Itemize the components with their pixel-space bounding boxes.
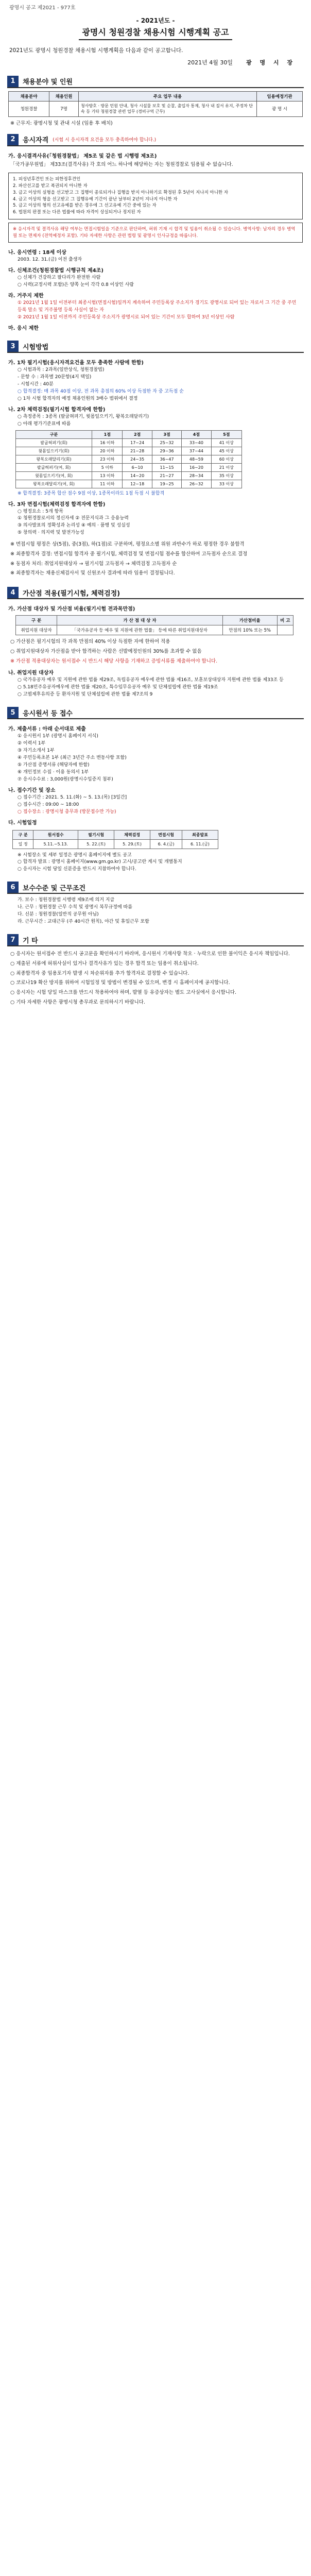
table-header: 임용예정기관	[257, 91, 303, 101]
table-cell: 윗몸일으키기(회)	[16, 447, 92, 455]
table-cell: 5. 29.(토)	[114, 839, 150, 849]
section-number: 5	[7, 707, 19, 718]
list-item: 가. 보수 : 청원경찰법 시행령 제9조에 의거 지급	[18, 897, 115, 903]
table-cell: 21 이상	[211, 463, 241, 471]
table-cell: 청원경찰	[9, 101, 49, 116]
bonus-table	[15, 615, 293, 635]
list-item: ○ 응시자는 원서접수 전 반드시 공고문을 확인하시기 바라며, 응시원서 기재사항 착오 · 누락으로 인한 불이익은 응시자 책임입니다.	[10, 951, 290, 957]
intro-text: 2021년도 광명시 청원경찰 채용시험 시행계획을 다음과 같이 공고합니다.	[9, 47, 183, 54]
table-cell: 12~18	[123, 480, 152, 488]
list-item: 2. 파산선고를 받고 복권되지 아니한 자	[13, 183, 88, 189]
list-item: ○ 아래 평가기준표에 따름	[18, 421, 71, 427]
notice-date: 2021년 4월 30일	[187, 59, 233, 66]
table-cell: 16 이하	[92, 438, 123, 447]
list-item: ⑥ 개인정보 수집 · 이용 동의서 1부	[18, 769, 89, 775]
list-item: ○ 합격결정: 매 과목 40점 이상, 전 과목 총점의 60% 이상 득점한 자 중 고득점 순	[18, 388, 184, 394]
table-note: ※ 시험장소 및 세부 일정은 광명시 홈페이지에 별도 공고	[18, 852, 132, 858]
table-header: 가 산 점 대 상 자	[57, 616, 223, 625]
table-row	[16, 480, 242, 488]
table-header: 1점	[92, 430, 123, 438]
subheading: 가. 1차 필기시험(응시자격요건을 모두 충족한 사람에 한함)	[8, 360, 144, 366]
list-item: ○ 측정종목 : 3종목 (팔굽혀펴기, 윗몸일으키기, 왕복오래달리기)	[18, 414, 149, 419]
table-cell: 5 이하	[92, 463, 123, 471]
table-row	[16, 463, 242, 471]
subheading: 나. 응시연령 : 18세 이상	[8, 250, 66, 256]
table-cell: 팔굽혀펴기(여, 회)	[16, 463, 92, 471]
list-item: 4. 금고 이상의 형을 선고받고 그 집행유예 기간이 끝난 날부터 2년이 지나지 아니한 자	[13, 196, 178, 202]
section-number: 7	[7, 934, 19, 945]
subheading: 나. 접수기간 및 장소	[8, 787, 56, 793]
section-number: 4	[7, 587, 19, 598]
note: ※ 동점자 처리: 취업지원대상자 → 필기시험 고득점자 → 체력검정 고득점자 순	[10, 561, 177, 567]
page-title: 광명시 청원경찰 채용시험 시행계획 공고	[79, 26, 232, 40]
section-3-heading	[7, 341, 304, 353]
table-row	[9, 101, 303, 116]
subheading: 가. 응시결격사유(「청원경찰법」 제5조 및 같은 법 시행령 제3조)	[8, 153, 157, 159]
list-item: ② 이력서 1부	[18, 741, 46, 747]
table-header: 필기시험	[78, 830, 114, 839]
list-item: ○ 접수시간 : 09:00 ~ 18:00	[18, 802, 79, 807]
table-cell: 48~59	[182, 455, 211, 463]
section-5-heading	[7, 707, 304, 719]
note: ※ 면접시험 평정은 상(5점), 중(3점), 하(1점)로 구분하며, 평정요소별 위원 과반수가 하로 평정한 경우 불합격	[10, 541, 245, 548]
list-item: ⑦ 응시수수료 : 3,000원(광명시수입증지 첨부)	[18, 776, 113, 782]
table-header: 구 분	[13, 830, 33, 839]
table-cell: 36~47	[152, 455, 181, 463]
table-cell: 광 명 시	[257, 101, 303, 116]
recruitment-table	[8, 91, 303, 117]
table-cell: 6. 4.(금)	[150, 839, 182, 849]
table-cell: 윗몸일으키기(여, 회)	[16, 471, 92, 480]
table-header: 가산점비율	[222, 616, 277, 625]
table-header: 4점	[182, 430, 211, 438]
subheading: 가. 제출서류 : 아래 순서대로 제출	[8, 726, 86, 733]
list-item: ○ 코로나19 확산 방지를 위하여 시험일정 및 방법이 변경될 수 있으며, 변경 시 홈페이지에 공지합니다.	[10, 980, 230, 986]
table-row	[16, 447, 242, 455]
list-item: ○ 1차 시험 합격자의 예정 채용인원의 3배수 범위에서 결정	[18, 396, 138, 401]
list-item: ① 청원경찰로서의 정신자세 ② 전문지식과 그 응용능력	[18, 516, 129, 521]
subheading: 나. 2차 체력검정(필기시험 합격자에 한함)	[8, 406, 106, 413]
section-2-heading	[7, 134, 304, 146]
section-title: 시험방법	[23, 343, 49, 351]
date-row	[0, 56, 311, 71]
table-cell: 취업지원 대상자	[16, 625, 57, 635]
table-header: 최종발표	[182, 830, 218, 839]
list-item: 다. 신분 : 청원경찰(일반직 공무원 아님)	[18, 912, 99, 918]
table-cell: 26~32	[182, 480, 211, 488]
table-header: 3점	[152, 430, 181, 438]
table-header: 구 분	[16, 616, 57, 625]
note: ※ 최종합격자 결정: 면접시험 합격자 중 필기시험, 체력검정 및 면접시험 점수를 합산하여 고득점자 순으로 결정	[10, 551, 248, 557]
list-item: - 시험시간 : 40분	[18, 381, 54, 387]
list-item: 6. 법원의 판결 또는 다른 법률에 따라 자격이 상실되거나 정지된 자	[13, 210, 141, 215]
title-year: - 2021년도 -	[136, 17, 175, 24]
list-item: ○ 최종합격자 중 임용포기자 발생 시 차순위자를 추가 합격자로 결정할 수 있습니다.	[10, 970, 189, 976]
table-cell: 13 이하	[92, 471, 123, 480]
table-header-row	[16, 430, 242, 438]
section-6-heading	[7, 882, 304, 894]
section-title: 가산점 적용(필기시험, 체력검정)	[23, 589, 120, 598]
table-cell: 5. 22.(토)	[78, 839, 114, 849]
table-cell: 29~36	[152, 447, 181, 455]
list-item: ○ 응시자는 시험 당일 마스크를 반드시 착용하여야 하며, 발열 등 유증상자는 별도 고사실에서 응시합니다.	[10, 989, 237, 995]
table-cell: 23 이하	[92, 455, 123, 463]
list-item: ③ 자기소개서 1부	[18, 748, 55, 754]
table-cell: 6~10	[123, 463, 152, 471]
note: ○ 가산점은 필기시험의 각 과목 만점의 40% 이상 득점한 자에 한하여 적용	[10, 639, 170, 645]
table-cell: 24~35	[123, 455, 152, 463]
list-item: ○ 5.18민주유공자예우에 관한 법률 제20조, 특수임무유공자 예우 및 단체설립에 관한 법률 제19조	[18, 685, 218, 690]
table-cell: 41 이상	[211, 438, 241, 447]
table-cell: 14~20	[123, 471, 152, 480]
list-item: ○ 기타 자세한 사항은 광명시청 총무과로 문의하시기 바랍니다.	[10, 999, 145, 1005]
table-header: 5점	[211, 430, 241, 438]
table-cell: 7명	[49, 101, 79, 116]
table-cell: 만점의 10% 또는 5%	[222, 625, 277, 635]
issuer: 광 명 시 장	[246, 59, 296, 66]
list-item: ○ 평정요소 : 5개 항목	[18, 509, 63, 514]
table-cell: 25~32	[152, 438, 181, 447]
list-item: 라. 근무시간 : 교대근무 (주 40시간 원칙), 야간 및 휴일근무 포함	[18, 919, 149, 925]
list-item: ② 2021년 1월 1일 이전까지 주민등록상 주소지가 광명시로 되어 있는 기간이 모두 합하여 3년 이상인 사람	[18, 315, 235, 320]
table-cell: 16~20	[182, 463, 211, 471]
schedule-table	[12, 830, 218, 849]
disqualification-box	[8, 173, 303, 219]
table-header: 구분	[16, 430, 92, 438]
table-cell: 33~40	[182, 438, 211, 447]
subheading: 라. 거주지 제한	[8, 293, 44, 299]
list-item: - 문항 수 : 과목별 20문항(4지 택일)	[18, 374, 92, 380]
table-cell: 45 이상	[211, 447, 241, 455]
table-cell: 60 이상	[211, 455, 241, 463]
fitness-table	[15, 430, 242, 488]
table-cell: 「국가유공자 등 예우 및 지원에 관한 법률」 등에 따른 취업지원대상자	[57, 625, 223, 635]
list-item: ○ 시험과목 : 2과목(일반상식, 청원경찰법)	[18, 367, 105, 373]
list-item: 1. 피성년후견인 또는 피한정후견인	[13, 177, 81, 182]
subheading: 가. 가산점 대상자 및 가산점 비율(필기시험 전과목만점)	[8, 606, 135, 613]
table-row	[16, 438, 242, 447]
table-header: 면접시험	[150, 830, 182, 839]
list-item: ○ 고엽제후유의증 등 환자지원 및 단체설립에 관한 법률 제7조의 9	[18, 692, 153, 698]
section-number: 3	[7, 341, 19, 352]
subheading: 다. 시험일정	[8, 820, 37, 826]
table-row	[16, 455, 242, 463]
table-cell: 37~44	[182, 447, 211, 455]
list-item: ③ 의사발표의 정확성과 논리성 ④ 예의 · 품행 및 성실성	[18, 523, 130, 529]
list-item: ① 응시원서 1부 (광명시 홈페이지 서식)	[18, 734, 98, 739]
table-cell: 왕복오래달리기(여, 회)	[16, 480, 92, 488]
table-cell: 33 이상	[211, 480, 241, 488]
section-7-heading	[7, 934, 304, 946]
list-item: ○ 시력(교정시력 포함)은 양쪽 눈이 각각 0.8 이상인 사람	[18, 282, 134, 288]
list-item: ○ 제출된 서류에 허위사실이 있거나 결격사유가 있는 경우 합격 또는 임용이 취소됩니다.	[10, 960, 199, 967]
table-cell: 17~24	[123, 438, 152, 447]
note: ※ 최종합격자는 채용신체검사서 및 신원조사 결과에 따라 임용이 결정됩니다.	[10, 570, 175, 577]
list-item: ○ 접수기간 : 2021. 5. 11.(화) ~ 5. 13.(목) [3일간]	[18, 794, 127, 800]
list-item: ○ 신체가 건강하고 팔다리가 완전한 사람	[18, 275, 101, 281]
table-row	[16, 625, 293, 635]
table-cell: 20 이하	[92, 447, 123, 455]
subheading: 다. 3차 면접시험(체력검정 합격자에 한함)	[8, 501, 106, 507]
notice-box: ※ 응시자격 및 결격사유 해당 여부는 면접시험일을 기준으로 판단하며, 허위 기재 시 합격 및 임용이 취소될 수 있습니다. 병역사항: 남자의 경우 병역필 또는 면제자 (전역예정자 포함). 기타 자세한 사항은 관련 법령 및 광명시 인사규정을 따릅니다.	[8, 223, 303, 243]
notice-number: 광명시 공고 제2021 - 977호	[9, 5, 76, 11]
table-cell: 5.11.~5.13.	[33, 839, 78, 849]
table-cell: 11 이하	[92, 480, 123, 488]
list-item: ○ 응시자는 시험 당일 신분증을 반드시 지참하여야 합니다.	[18, 867, 136, 872]
paragraph: 「국가공무원법」 제33조(결격사유) 각 호의 어느 하나에 해당하는 자는 청원경찰로 임용될 수 없습니다.	[10, 161, 233, 167]
list-item: ○ 접수장소 : 광명시청 총무과 (방문접수만 가능)	[18, 809, 116, 815]
section-title: 보수수준 및 근무조건	[23, 884, 86, 892]
section-number: 1	[7, 76, 19, 87]
title-block	[0, 16, 311, 40]
table-header: 체력검정	[114, 830, 150, 839]
section-4-heading	[7, 587, 304, 599]
table-cell: 청사방호 · 방문 민원 안내, 청사 시설물 보호 및 순찰, 출입자 통제, 청사 내 질서 유지, 주정차 단속 등 기타 청원경찰 관련 업무 (경비구역 근무)	[79, 101, 257, 116]
section-title: 응시자격	[23, 137, 49, 145]
list-item: ① 2021년 1월 1일 이전부터 최종시험(면접시험)일까지 계속하여 주민등록상 주소지가 경기도 광명시로 되어 있는 자로서 그 기간 중 주민등록 말소 및 거주불명 등록 사실이 없는 자	[18, 300, 297, 313]
list-item: ⑤ 가산점 증명서류 (해당자에 한함)	[18, 762, 90, 768]
list-item: ⑤ 창의력 · 의지력 및 발전가능성	[18, 530, 84, 536]
table-note: ※ 합격결정: 3종목 합산 점수 9점 이상, 1종목이라도 1점 득점 시 불합격	[18, 490, 165, 496]
table-cell: 11~15	[152, 463, 181, 471]
list-item: ○ 국가유공자 예우 및 지원에 관한 법률 제29조, 독립유공자 예우에 관한 법률 제16조, 보훈보상대상자 지원에 관한 법률 제33조 등	[18, 677, 284, 683]
list-item: 나. 근무 : 청원경찰 근무 수칙 및 광명시 복무규정에 따름	[18, 905, 132, 910]
table-cell: 28~34	[182, 471, 211, 480]
table-cell: 팔굽혀펴기(회)	[16, 438, 92, 447]
section-title: 응시원서 등 접수	[23, 709, 73, 718]
table-header: 채용분야	[9, 91, 49, 101]
table-row	[13, 839, 218, 849]
section-number: 6	[7, 882, 19, 893]
table-cell: 일 정	[13, 839, 33, 849]
table-header-row	[9, 91, 303, 101]
table-cell: 21~28	[123, 447, 152, 455]
table-header: 채용인원	[49, 91, 79, 101]
table-cell: 21~27	[152, 471, 181, 480]
list-item: ④ 주민등록초본 1부 (최근 3년간 주소 변동사항 포함)	[18, 755, 127, 760]
subheading: 나. 취업지원 대상자	[8, 670, 54, 676]
list-item: 2003. 12. 31.(금) 이전 출생자	[18, 257, 82, 263]
table-cell: 6. 11.(금)	[182, 839, 218, 849]
table-cell: 19~25	[152, 480, 181, 488]
note: ○ 취업지원대상자 가산점을 받아 합격하는 사람은 선발예정인원의 30%를 초과할 수 없음	[10, 648, 202, 654]
list-item: 3. 금고 이상의 실형을 선고받고 그 집행이 종료되거나 집행을 받지 아니하기로 확정된 후 5년이 지나지 아니한 자	[13, 190, 229, 195]
section-number: 2	[7, 134, 19, 145]
section-1-heading	[7, 76, 304, 88]
table-cell	[277, 625, 293, 635]
section-note: (시험 시 응시자격 요건을 모두 충족하여야 합니다.)	[53, 138, 157, 143]
table-header: 주요 업무 내용	[79, 91, 257, 101]
table-header: 2점	[123, 430, 152, 438]
list-item: 5. 금고 이상의 형의 선고유예를 받은 경우에 그 선고유예 기간 중에 있는 자	[13, 203, 157, 209]
subheading: 마. 응시 제한	[8, 326, 39, 332]
table-header: 원서접수	[33, 830, 78, 839]
table-header-row	[13, 830, 218, 839]
note: ※ 가산점 적용대상자는 원서접수 시 반드시 해당 사항을 기재하고 증빙서류를 제출하여야 합니다.	[10, 658, 218, 664]
table-row	[16, 471, 242, 480]
table-header-row	[16, 616, 293, 625]
section-title: 기 타	[23, 937, 38, 945]
section-title: 채용분야 및 인원	[23, 78, 73, 87]
section-1-note: ※ 근무지: 광명시청 및 관내 시설 (임용 후 배치)	[10, 120, 113, 126]
table-cell: 왕복오래달리기(회)	[16, 455, 92, 463]
list-item: ○ 합격자 발표 : 광명시 홈페이지(www.gm.go.kr) 고시/공고란 게시 및 개별통지	[18, 859, 182, 865]
table-cell: 35 이상	[211, 471, 241, 480]
table-header: 비 고	[277, 616, 293, 625]
subheading: 다. 신체조건(청원경찰법 시행규칙 제4조)	[8, 268, 103, 274]
